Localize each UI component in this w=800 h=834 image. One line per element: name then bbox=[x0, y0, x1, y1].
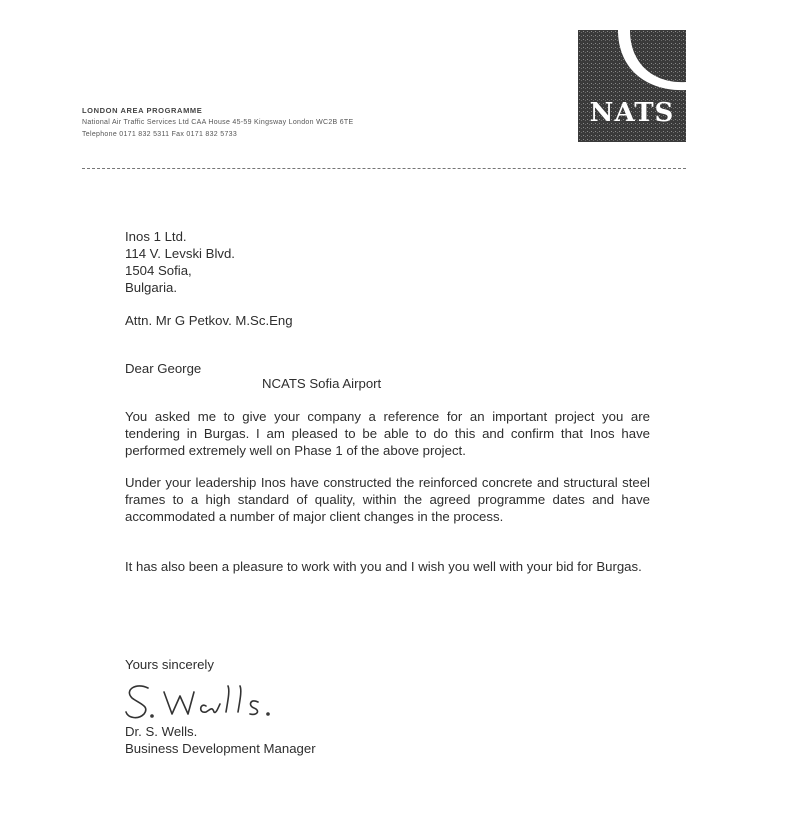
body-paragraph-1: You asked me to give your company a reference for an important project you are tendering in Burgas. I am pleased to be able to do this and confirm that Inos have performed extremely well on Phase 1 of the above project. bbox=[125, 409, 650, 458]
subject-line: NCATS Sofia Airport bbox=[262, 376, 382, 391]
letterhead-programme: LONDON AREA PROGRAMME bbox=[82, 106, 203, 115]
handwritten-signature bbox=[122, 680, 302, 724]
signatory-name: Dr. S. Wells. bbox=[125, 724, 198, 739]
nats-logo bbox=[578, 30, 686, 142]
address-line: 1504 Sofia, bbox=[125, 263, 192, 278]
recipient-address bbox=[125, 228, 235, 296]
body-paragraph-3: It has also been a pleasure to work with you and I wish you well with your bid for Burgas. bbox=[125, 559, 642, 574]
logo-wordmark: NATS bbox=[589, 98, 675, 128]
letterhead-address: National Air Traffic Services Ltd CAA House 45-59 Kingsway London WC2B 6TE bbox=[82, 119, 354, 126]
address-line: Inos 1 Ltd. bbox=[125, 229, 187, 244]
attention-line: Attn. Mr G Petkov. M.Sc.Eng bbox=[125, 313, 293, 328]
address-line: 114 V. Levski Blvd. bbox=[125, 246, 235, 261]
letterhead-divider bbox=[82, 168, 686, 169]
signatory-title: Business Development Manager bbox=[125, 741, 316, 756]
letterhead-phone: Telephone 0171 832 5311 Fax 0171 832 5733 bbox=[82, 131, 238, 138]
body-paragraph-2: Under your leadership Inos have constructed the reinforced concrete and structural steel frames to a high standard of quality, within the agreed programme dates and have accommodated a number of major client changes in the process. bbox=[125, 475, 650, 524]
letterhead-info bbox=[82, 105, 353, 141]
salutation: Dear George bbox=[125, 361, 202, 376]
closing: Yours sincerely bbox=[125, 657, 214, 672]
address-line: Bulgaria. bbox=[125, 280, 178, 295]
signatory-block bbox=[125, 723, 316, 757]
